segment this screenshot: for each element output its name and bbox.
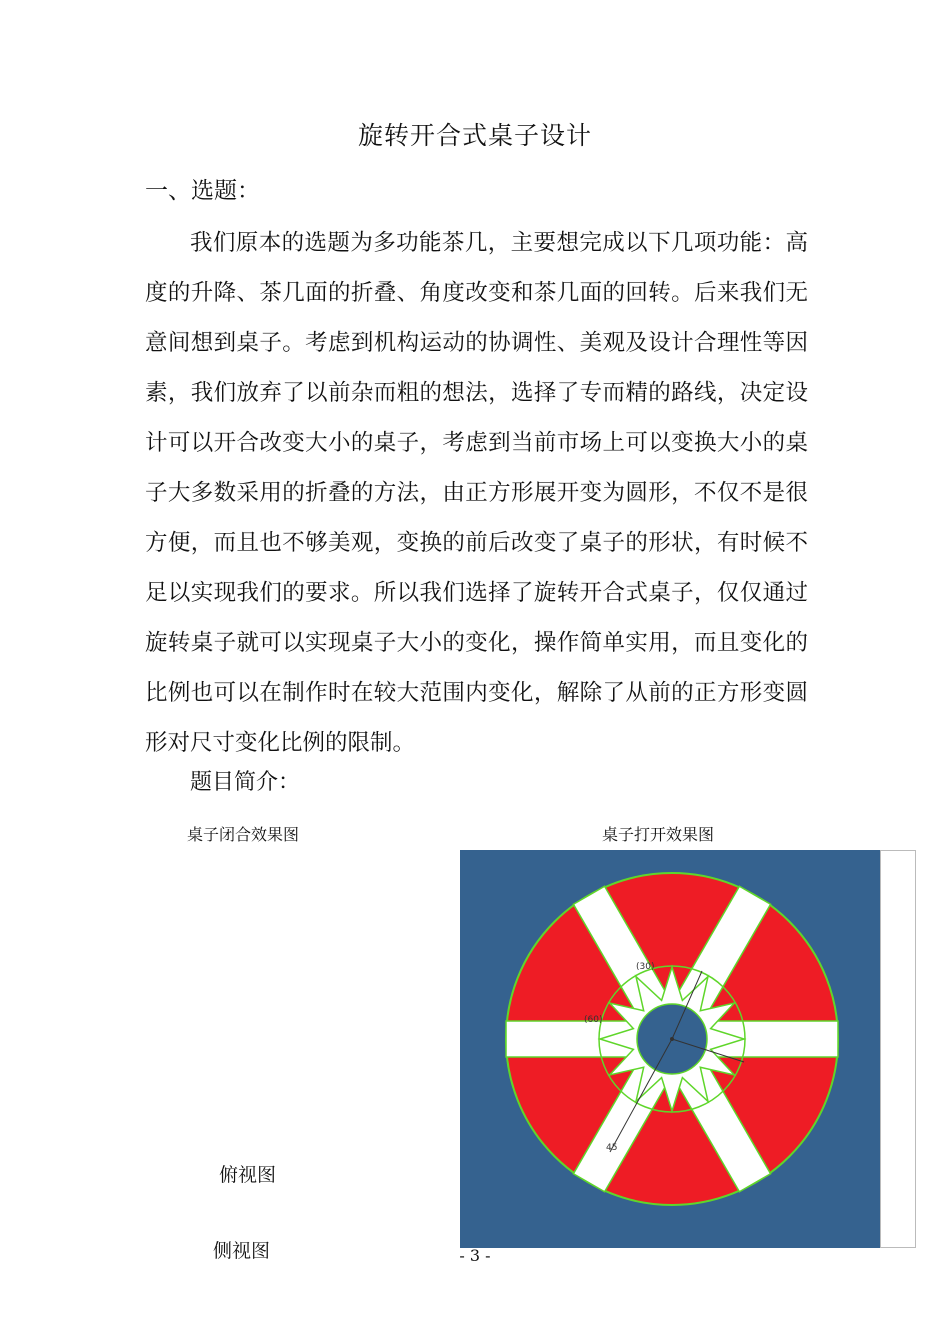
- figure-frame-right: [881, 851, 916, 1248]
- label-top-view: 俯视图: [219, 1164, 277, 1186]
- page-number: - 3 -: [459, 1246, 491, 1265]
- dimension-label-45: 45: [606, 1143, 618, 1153]
- section-heading: 一、选题：: [145, 178, 260, 204]
- dimension-label-60: (60): [584, 1015, 603, 1025]
- table-open-drawing: [460, 850, 916, 1248]
- caption-closed: 桌子闭合效果图: [187, 825, 300, 844]
- caption-open: 桌子打开效果图: [602, 825, 715, 844]
- body-paragraph: 我们原本的选题为多功能茶几，主要想完成以下几项功能：高度的升降、茶几面的折叠、角度改变和茶几面的回转。后来我们无意间想到桌子。考虑到机构运动的协调性、美观及设计合理性等因素，我们放弃了以前杂而粗的想法，选择了专而精的路线，决定设计可以开合改变大小的桌子，考虑到当前市场上可以变换大小的桌子大多数采用的折叠的方法，由正方形展开变为圆形，不仅不是很方便，而且也不够美观，变换的前后改变了桌子的形状，有时候不足以实现我们的要求。所以我们选择了旋转开合式桌子，仅仅通过旋转桌子就可以实现桌子大小的变化，操作简单实用，而且变化的比例也可以在制作时在较大范围内变化，解除了从前的正方形变圆形对尺寸变化比例的限制。: [145, 230, 808, 756]
- intro-label: 题目简介：: [190, 770, 301, 795]
- dimension-label-30: (30): [636, 962, 655, 972]
- document-title: 旋转开合式桌子设计: [357, 121, 592, 150]
- label-side-view: 侧视图: [213, 1240, 271, 1262]
- table-open-figure: [460, 850, 916, 1248]
